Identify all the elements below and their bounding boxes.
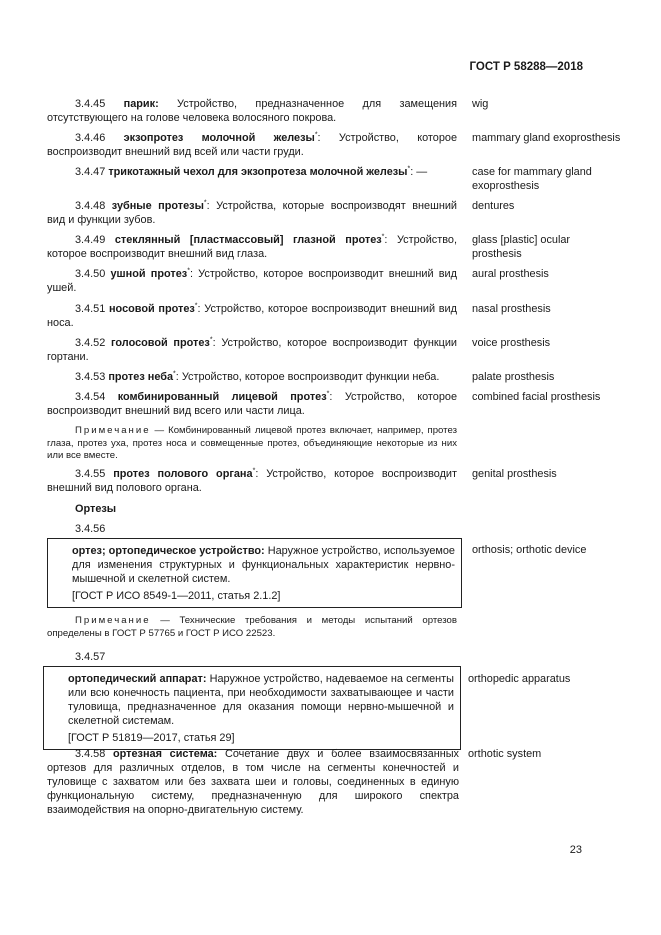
source-reference: [ГОСТ Р 51819—2017, статья 29] bbox=[68, 732, 235, 744]
term-definition: 3.4.55 протез полового органа*: Устройство, которое воспроизводит внешний вид полового органа. bbox=[47, 467, 457, 494]
term-definition: ортопедический аппарат: Наружное устройство, надеваемое на сегменты или всю конечность пациента, при необходимости захватывающее и части туловища, предназначенное для оказания помощи нервно-мышечной и скелетной системам. bbox=[68, 673, 454, 727]
english-term: palate prosthesis bbox=[472, 371, 555, 383]
note-text: Примечание — Технические требования и методы испытаний ортезов определены в ГОСТ Р 57765 и ГОСТ Р ИСО 22523. bbox=[47, 615, 457, 639]
definition-box bbox=[47, 538, 462, 608]
section-title: Ортезы bbox=[75, 503, 117, 515]
page-number: 23 bbox=[569, 844, 582, 856]
english-term: case for mammary gland exoprosthesis bbox=[472, 166, 592, 192]
english-term: combined facial prosthesis bbox=[472, 391, 601, 403]
english-term: mammary gland exoprosthesis bbox=[472, 132, 621, 144]
english-term: voice prosthesis bbox=[472, 337, 551, 349]
english-term: orthotic system bbox=[468, 748, 542, 760]
term-definition: 3.4.48 зубные протезы*: Устройства, которые воспроизводят внешний вид и функции зубов. bbox=[47, 199, 457, 226]
note-text: Примечание — Комбинированный лицевой протез включает, например, протез глаза, протез уха, протез носа и совмещенные протез, объединяющие некоторые из них или все вместе. bbox=[47, 425, 457, 461]
term-definition: 3.4.51 носовой протез*: Устройство, которое воспроизводит внешний вид носа. bbox=[47, 302, 457, 329]
term-definition: 3.4.54 комбинированный лицевой протез*: Устройство, которое воспроизводит внешний вид всего или части лица. bbox=[47, 390, 458, 417]
term-definition: 3.4.46 экзопротез молочной железы*: Устройство, которое воспроизводит внешний вид всей или части груди. bbox=[47, 131, 458, 158]
term-definition: 3.4.58 ортезная система: Сочетание двух и более взаимосвязанных ортезов для различных отделов, в том числе на сегменты конечностей и туловище с захватом или без захвата шеи и головы, соединенных в единую функциональную систему, предназначенную для широкого спектра взаимодействия на опорно-двигательную систему. bbox=[47, 748, 459, 816]
term-definition: 3.4.45 парик: Устройство, предназначенное для замещения отсутствующего на голове человека волосяного покрова. bbox=[47, 98, 457, 124]
term-number: 3.4.56 bbox=[75, 523, 106, 535]
english-term: nasal prosthesis bbox=[472, 303, 551, 315]
term-definition: 3.4.53 протез неба*: Устройство, которое воспроизводит функции неба. bbox=[75, 370, 440, 383]
english-term: orthosis; orthotic device bbox=[472, 544, 587, 556]
term-number: 3.4.57 bbox=[75, 651, 106, 663]
english-term: glass [plastic] ocular prosthesis bbox=[472, 234, 571, 260]
term-definition: ортез; ортопедическое устройство: Наружное устройство, используемое для изменения структурных и функциональных характеристик нервно-мышечной и скелетной систем. bbox=[72, 545, 455, 585]
term-definition: 3.4.52 голосовой протез*: Устройство, которое воспроизводит функции гортани. bbox=[47, 336, 457, 363]
definition-box bbox=[43, 666, 461, 750]
term-definition: 3.4.47 трикотажный чехол для экзопротеза молочной железы*: — bbox=[75, 165, 428, 178]
document-code-header: ГОСТ Р 58288—2018 bbox=[469, 61, 583, 73]
english-term: aural prosthesis bbox=[472, 268, 549, 280]
english-term: wig bbox=[472, 98, 489, 110]
english-term: dentures bbox=[472, 200, 515, 212]
term-definition: 3.4.49 стеклянный [пластмассовый] глазной протез*: Устройство, которое воспроизводит внешний вид глаза. bbox=[47, 233, 457, 260]
source-reference: [ГОСТ Р ИСО 8549-1—2011, статья 2.1.2] bbox=[72, 590, 281, 602]
english-term: genital prosthesis bbox=[472, 468, 557, 480]
term-definition: 3.4.50 ушной протез*: Устройство, которое воспроизводит внешний вид ушей. bbox=[47, 267, 457, 294]
english-term: orthopedic apparatus bbox=[468, 673, 571, 685]
